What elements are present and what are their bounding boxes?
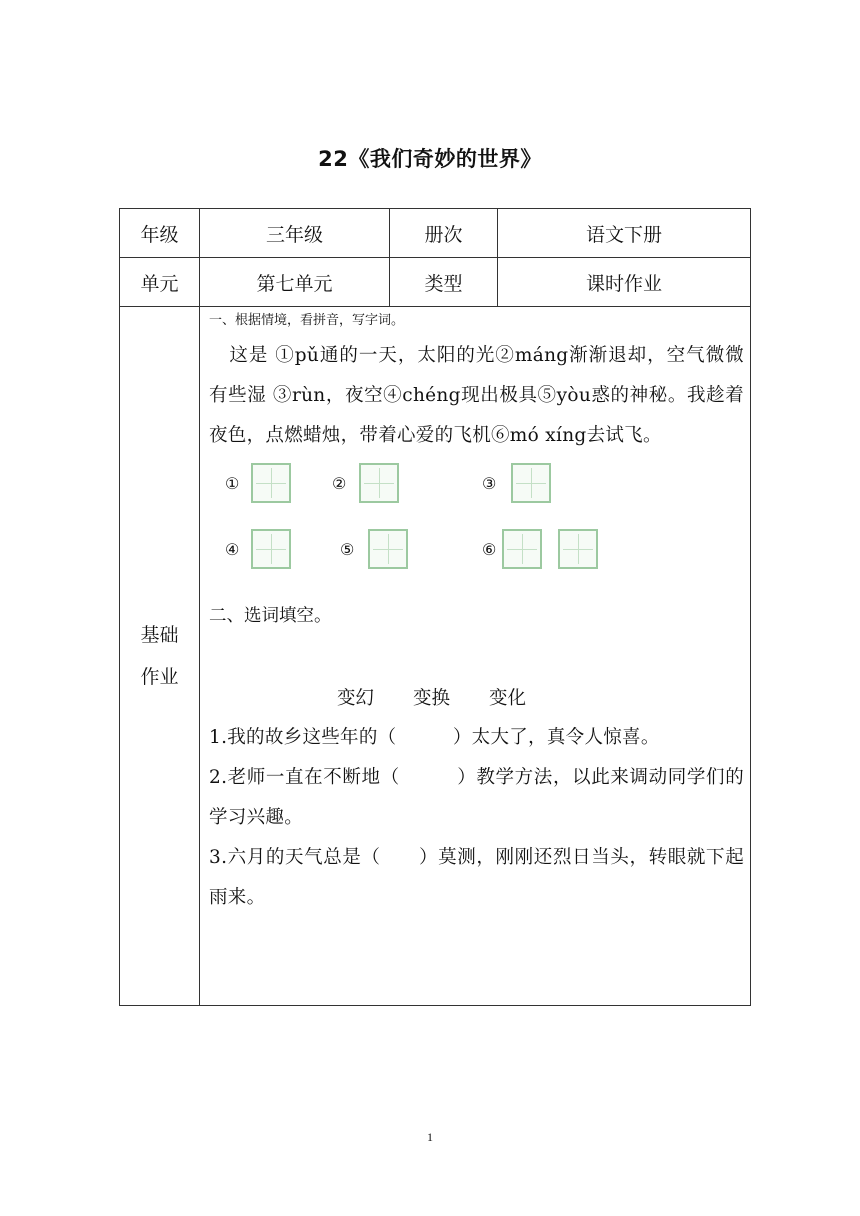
header-row-grade (120, 209, 751, 258)
tianzi-box-6b[interactable] (558, 529, 598, 569)
choice-word-2: 变换 (413, 688, 451, 709)
marker-3: ③ (482, 474, 497, 493)
worksheet-table (119, 208, 751, 1006)
question-2: 2.老师一直在不断地（ ）教学方法，以此来调动同学们的学习兴趣。 (209, 767, 744, 828)
type-label: 类型 (390, 258, 498, 307)
side-label (120, 307, 200, 1006)
header-row-unit (120, 258, 751, 307)
answer-grid-row-2 (209, 526, 744, 588)
type-value: 课时作业 (498, 258, 751, 307)
tianzi-box-4[interactable] (251, 529, 291, 569)
tianzi-box-2[interactable] (359, 463, 399, 503)
grade-value: 三年级 (200, 209, 390, 258)
tianzi-box-1[interactable] (251, 463, 291, 503)
tianzi-box-3[interactable] (511, 463, 551, 503)
marker-1: ① (225, 474, 240, 493)
marker-2: ② (332, 474, 347, 493)
word-choices (209, 684, 744, 718)
page-title: 22《我们奇妙的世界》 (318, 147, 542, 171)
page-number: 1 (427, 1130, 433, 1144)
question-1: 1.我的故乡这些年的（ ）太大了，真令人惊喜。 (209, 727, 660, 748)
side-label-line-2: 作业 (140, 666, 179, 688)
marker-4: ④ (225, 540, 240, 559)
grade-label: 年级 (120, 209, 200, 258)
content-row (120, 307, 751, 1006)
marker-5: ⑤ (340, 540, 355, 559)
unit-label: 单元 (120, 258, 200, 307)
choice-word-3: 变化 (489, 688, 527, 709)
section1-heading: 一、根据情境，看拼音，写字词。 (209, 313, 405, 328)
section1-paragraph: 这是 ①pǔ通的一天，太阳的光②máng渐渐退却，空气微微有些湿 ③rùn，夜空④chéng现出极具⑤yòu惑的神秘。我趁着夜色，点燃蜡烛，带着心爱的飞机⑥mó xíng去试飞。 (209, 345, 744, 446)
answer-grid-row-1 (209, 460, 744, 522)
side-label-line-1: 基础 (140, 624, 179, 646)
volume-value: 语文下册 (498, 209, 751, 258)
section2-heading: 二、选词填空。 (209, 606, 332, 626)
marker-6: ⑥ (482, 540, 497, 559)
question-3: 3.六月的天气总是（ ）莫测，刚刚还烈日当头，转眼就下起雨来。 (209, 847, 744, 908)
exercise-content (200, 307, 751, 1006)
unit-value: 第七单元 (200, 258, 390, 307)
tianzi-box-5[interactable] (368, 529, 408, 569)
choice-word-1: 变幻 (337, 688, 375, 709)
tianzi-box-6a[interactable] (502, 529, 542, 569)
volume-label: 册次 (390, 209, 498, 258)
